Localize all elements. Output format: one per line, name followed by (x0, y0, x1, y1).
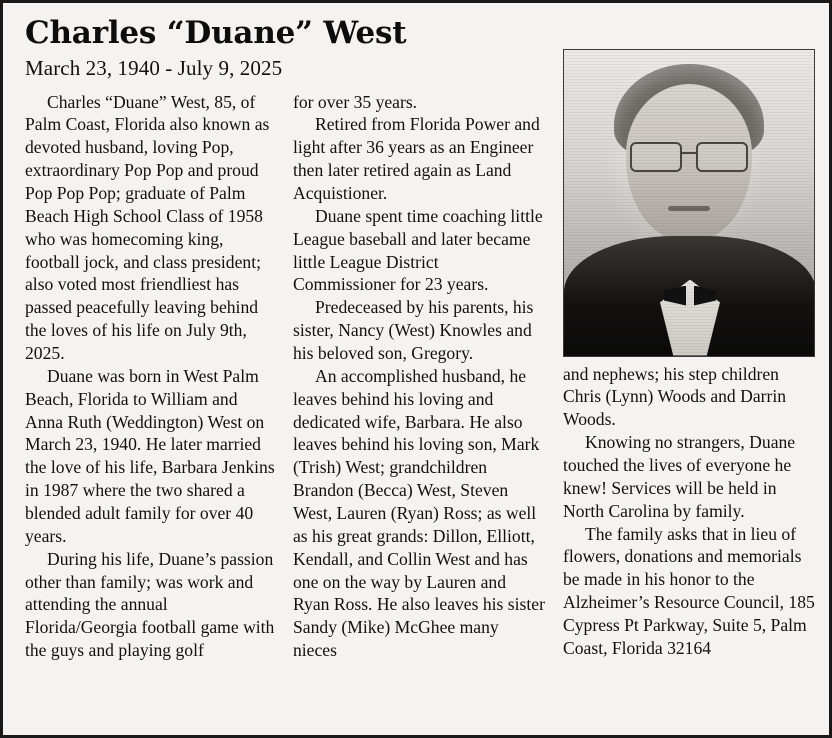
text-column-3 (563, 91, 815, 660)
paragraph: and nephews; his step children Chris (Lynn) Woods and Darrin Woods. (563, 363, 787, 430)
obituary-content (3, 3, 829, 735)
page-title: Charles “Duane” West (25, 15, 407, 51)
paragraph: The family asks that in lieu of flowers, donations and memorials be made in his honor to the Alzheimer’s Resource Council, 185 Cypress Pt Parkway, Suite 5, Palm Coast, Florida 32164 (563, 523, 815, 658)
text-column-2 (293, 91, 545, 662)
paragraph: Duane was born in West Palm Beach, Florida to William and Anna Ruth (Weddington) West on March 23, 1940. He later married the love of his life, Barbara Jenkins in 1987 where the two shared a blended adult family for over 40 years. (25, 365, 275, 546)
paragraph: Predeceased by his parents, his sister, Nancy (West) Knowles and his beloved son, Gregory. (293, 297, 534, 363)
paragraph: An accomplished husband, he leaves behind his loving and dedicated wife, Barbara. He also leaves behind his loving son, Mark (Trish) West; grandchildren Brandon (Becca) West, Steven West, Lauren (Ryan) Ross; as well as his great grands: Dillon, Elliott, Kendall, and Collin West and has one on the way by Lauren and Ryan Ross. He also leaves his sister Sandy (Mike) McGhee many nieces (293, 365, 545, 661)
paragraph: Retired from Florida Power and light after 36 years as an Engineer then later retired again as Land Acquistioner. (293, 114, 540, 203)
paragraph: for over 35 years. (293, 91, 418, 112)
text-column-1 (25, 91, 275, 662)
paragraph: Duane spent time coaching little League baseball and later became little League District Commissioner for 23 years. (293, 205, 543, 295)
paragraph: Charles “Duane” West, 85, of Palm Coast, Florida also known as devoted husband, loving Pop, extraordinary Pop Pop and proud Pop Pop Pop; graduate of Palm Beach High School Class of 1958 who was homecoming king, football jock, and class president; also voted most friendliest has passed peacefully leaving behind the loves of his life on July 9th, 2025. (25, 91, 270, 363)
life-dates: March 23, 1940 - July 9, 2025 (25, 55, 283, 80)
paragraph: Knowing no strangers, Duane touched the lives of everyone he knew! Services will be held in North Carolina by family. (563, 432, 796, 521)
paragraph: During his life, Duane’s passion other than family; was work and attending the annual Florida/Georgia football game with the guys and playing golf (25, 548, 275, 661)
